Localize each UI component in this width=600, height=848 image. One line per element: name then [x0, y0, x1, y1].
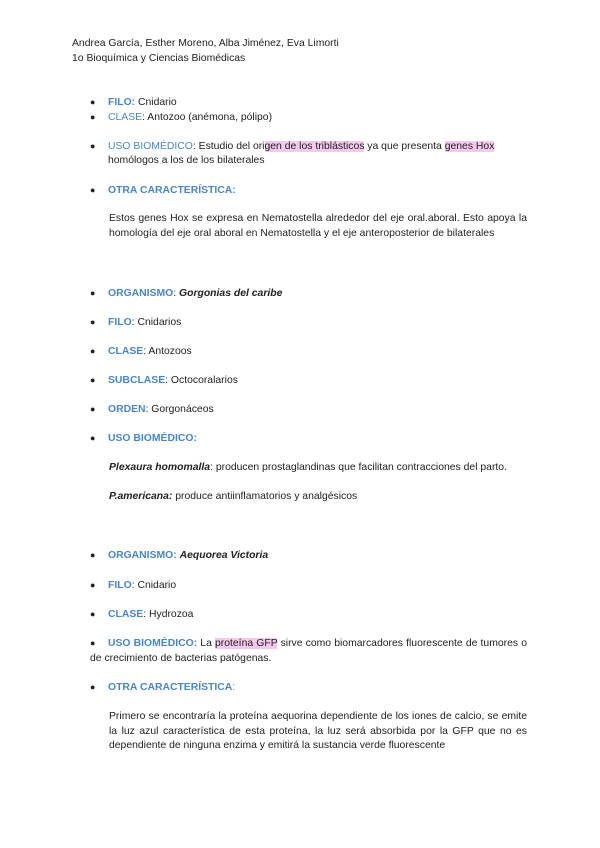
- organism-name: Aequorea Victoria: [179, 550, 269, 561]
- list-item: [90, 95, 530, 111]
- bullet-icon: ●: [90, 346, 96, 356]
- bullet-icon: ●: [90, 97, 96, 107]
- course-line: 1o Bioquímica y Ciencias Biomédicas: [72, 53, 246, 64]
- field-key: ORGANISMO: [108, 288, 174, 299]
- field-value: : Hydrozoa: [143, 609, 194, 620]
- field-key: USO BIOMÉDICO:: [108, 433, 197, 444]
- list-item: [90, 548, 530, 564]
- field-key: FILO: [108, 317, 132, 328]
- field-value: : Octocoralarios: [165, 375, 238, 386]
- list-item: [90, 373, 530, 389]
- species-name: P.americana:: [109, 491, 173, 502]
- bullet-icon: ●: [90, 433, 96, 443]
- authors-line: Andrea García, Esther Moreno, Alba Jiménez, Eva Limorti: [72, 38, 339, 49]
- field-value: : Antozoo (anémona, pólipo): [142, 112, 273, 123]
- list-item: [90, 344, 530, 360]
- field-key: USO BIOMÉDICO: [108, 141, 193, 152]
- list-item: [90, 402, 530, 418]
- field-value: Cnidario: [135, 97, 177, 108]
- bullet-icon: ●: [90, 580, 96, 590]
- list-item: [90, 286, 530, 302]
- bullet-icon: ●: [90, 609, 96, 619]
- list-item: [90, 139, 530, 155]
- field-key: OTRA CARACTERÍSTICA:: [108, 185, 236, 196]
- field-key: FILO: [108, 580, 132, 591]
- list-item: [90, 607, 530, 623]
- list-item: [90, 183, 530, 199]
- bullet-icon: ●: [90, 185, 96, 195]
- paragraph: [109, 490, 527, 505]
- field-key: ORDEN: [108, 404, 146, 415]
- paragraph: [109, 461, 527, 476]
- bullet-icon: ●: [90, 375, 96, 385]
- bullet-icon: ●: [90, 317, 96, 327]
- field-value: : Gorgonáceos: [145, 404, 214, 415]
- bullet-icon: ●: [90, 288, 96, 298]
- field-colon: :: [232, 682, 236, 693]
- field-key: CLASE: [108, 112, 143, 123]
- field-value: : Cnidario: [131, 580, 177, 591]
- field-value: sirve como biomarcadores fluorescente de tumores o de crecimiento de bacterias patógenas.: [90, 638, 527, 664]
- list-item: [90, 578, 530, 594]
- bullet-icon: ●: [90, 638, 96, 648]
- highlight-text: proteína GFP: [215, 638, 278, 649]
- field-key: OTRA CARACTERÍSTICA: [108, 682, 233, 693]
- highlight-text: genes Hox: [444, 141, 495, 152]
- field-key: FILO:: [108, 97, 136, 108]
- bullet-icon: ●: [90, 112, 96, 122]
- list-item: [90, 431, 530, 447]
- field-value: ya que presenta: [364, 141, 445, 152]
- bullet-icon: ●: [90, 682, 96, 692]
- paragraph-text: : producen prostaglandinas que facilitan contracciones del parto.: [210, 462, 507, 473]
- bullet-icon: ●: [90, 404, 96, 414]
- separator: :: [173, 288, 180, 299]
- field-key: USO BIOMÉDICO:: [108, 638, 198, 649]
- paragraph-text: produce antiinflamatorios y analgésicos: [172, 491, 358, 502]
- field-value: : Cnidarios: [131, 317, 182, 328]
- field-key: CLASE: [108, 609, 144, 620]
- organism-name: Gorgonias del caribe: [179, 288, 283, 299]
- field-value: : Antozoos: [143, 346, 192, 357]
- field-key: SUBCLASE: [108, 375, 166, 386]
- list-item: [90, 680, 530, 696]
- highlight-text: gen de los triblásticos: [264, 141, 365, 152]
- list-item: [90, 636, 527, 666]
- field-value: La: [197, 638, 215, 649]
- bullet-icon: ●: [90, 550, 96, 560]
- bullet-icon: ●: [90, 141, 96, 151]
- paragraph: Estos genes Hox se expresa en Nematostella alrededor del eje oral.aboral. Esto apoya la homología del eje oral aboral en Nematostella y el eje anteroposterior de bilaterales: [109, 213, 527, 239]
- species-name: Plexaura homomalla: [109, 462, 211, 473]
- continuation-text: homólogos a los de los bilaterales: [108, 155, 265, 166]
- field-value: : Estudio del ori: [192, 141, 265, 152]
- list-item: [90, 315, 530, 331]
- paragraph: Primero se encontraría la proteína aequorina dependiente de los iones de calcio, se emite la luz azul característica de esta proteína, la luz será absorbida por la GFP que no es dependiente de ninguna enzima y emitirá la sustancia verde fluorescente: [109, 711, 527, 751]
- list-item: [90, 110, 530, 126]
- field-key: ORGANISMO:: [108, 550, 177, 561]
- field-key: CLASE: [108, 346, 144, 357]
